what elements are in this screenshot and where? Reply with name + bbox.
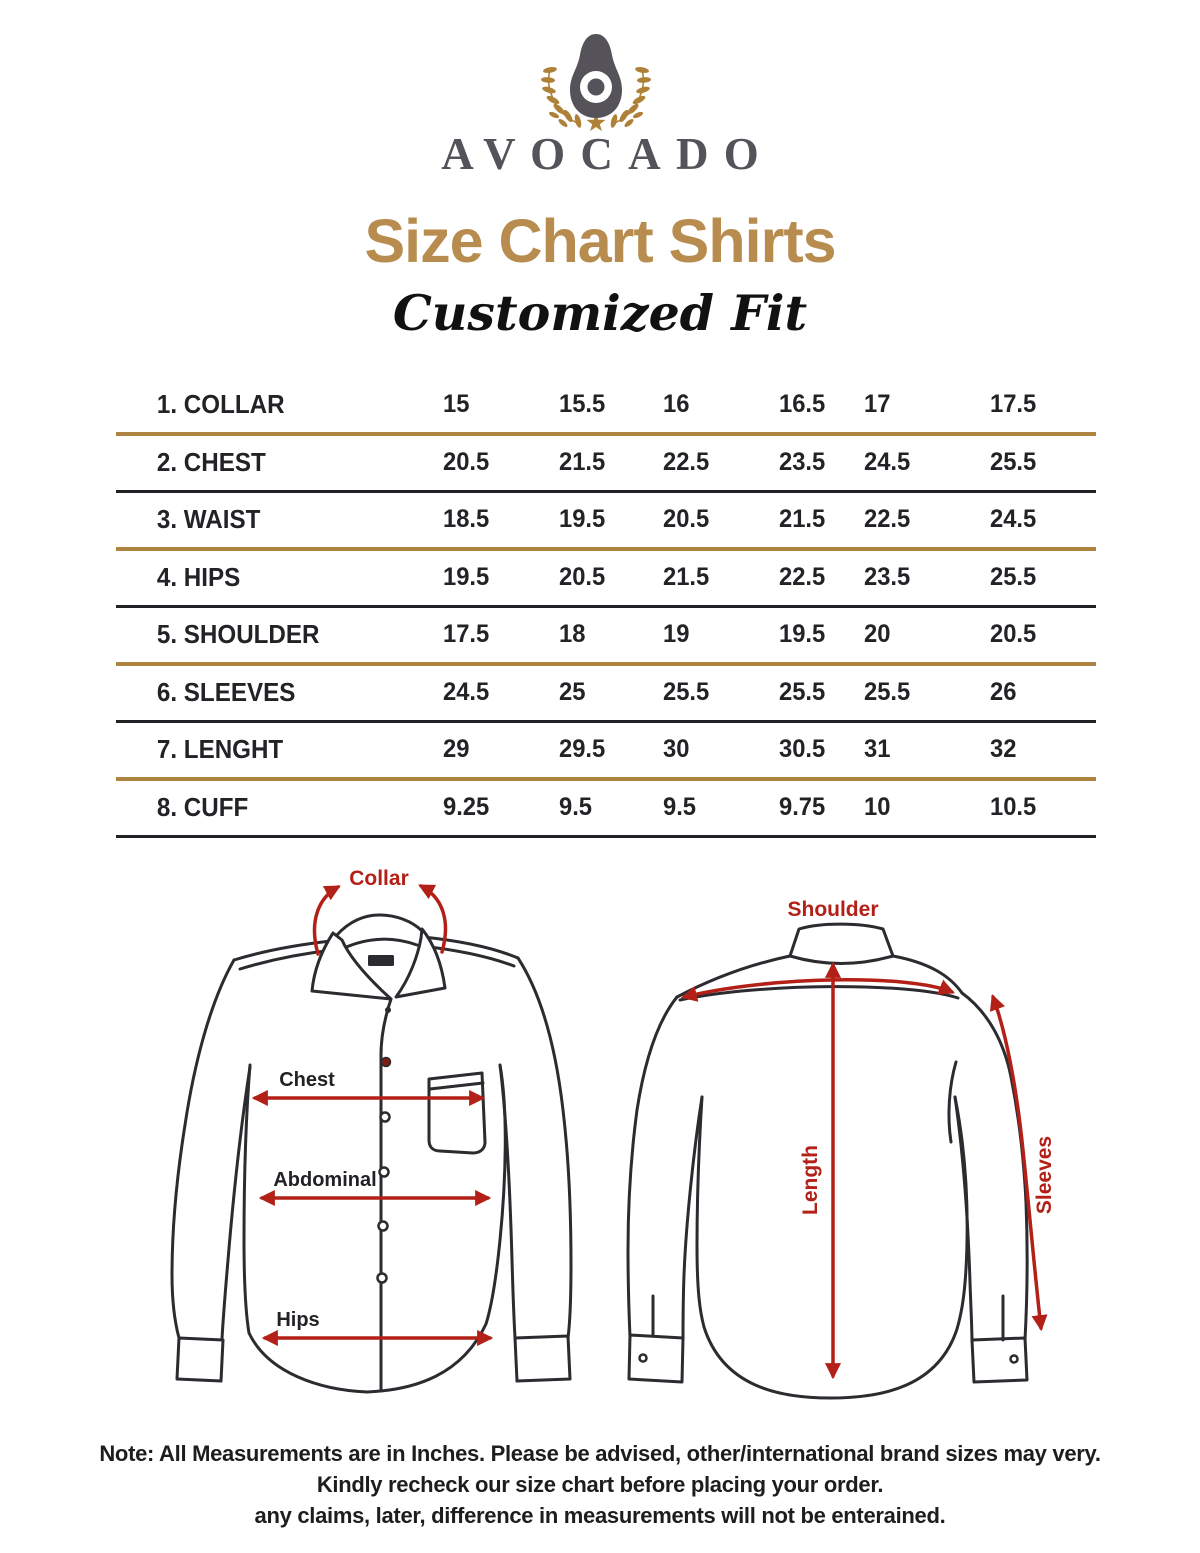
shoulder-label: Shoulder <box>787 898 879 921</box>
button <box>381 1113 390 1122</box>
table-row <box>116 608 1096 666</box>
button <box>378 1274 387 1283</box>
size-value: 24.5 <box>990 505 1037 534</box>
back-shirt-diagram <box>620 890 1070 1410</box>
row-label: 5. SHOULDER <box>156 619 320 650</box>
size-value: 18.5 <box>443 505 490 534</box>
size-value: 20.5 <box>443 448 490 477</box>
size-value: 17.5 <box>990 390 1037 419</box>
footer-note <box>0 1438 1200 1531</box>
size-value: 25.5 <box>864 678 911 707</box>
size-value: 10 <box>864 793 891 822</box>
avocado-icon <box>570 34 622 118</box>
size-value: 25.5 <box>990 448 1037 477</box>
size-value: 22.5 <box>779 563 826 592</box>
note-line-1: Note: All Measurements are in Inches. Please be advised, other/international brand sizes may very. <box>99 1441 1101 1466</box>
size-value: 26 <box>990 678 1017 707</box>
size-value: 21.5 <box>663 563 710 592</box>
size-value: 21.5 <box>559 448 606 477</box>
row-label: 6. SLEEVES <box>156 677 296 708</box>
row-label: 2. CHEST <box>156 447 266 478</box>
table-row <box>116 666 1096 724</box>
size-value: 17 <box>864 390 891 419</box>
size-value: 19.5 <box>559 505 606 534</box>
cuff-button <box>640 1355 647 1362</box>
size-value: 31 <box>864 735 891 764</box>
button <box>380 1168 389 1177</box>
hips-label: Hips <box>276 1309 320 1331</box>
table-row <box>116 551 1096 609</box>
size-value: 22.5 <box>663 448 710 477</box>
size-value: 17.5 <box>443 620 490 649</box>
abdominal-label: Abdominal <box>273 1169 377 1191</box>
size-value: 21.5 <box>779 505 826 534</box>
size-value: 20.5 <box>990 620 1037 649</box>
size-value: 16 <box>663 390 690 419</box>
size-value: 25.5 <box>663 678 710 707</box>
note-line-3: any claims, later, difference in measurements will not be enterained. <box>254 1503 946 1528</box>
collar-label-tab <box>368 955 394 966</box>
row-label: 3. WAIST <box>156 504 261 535</box>
size-value: 19.5 <box>443 563 490 592</box>
size-value: 22.5 <box>864 505 911 534</box>
size-value: 30.5 <box>779 735 826 764</box>
size-value: 32 <box>990 735 1017 764</box>
page-subtitle: Customized Fit <box>392 284 808 342</box>
table-row <box>116 723 1096 781</box>
size-value: 24.5 <box>864 448 911 477</box>
size-value: 9.75 <box>779 793 826 822</box>
back-collar <box>790 924 893 963</box>
row-label: 7. LENGHT <box>156 734 284 765</box>
table-row <box>116 781 1096 839</box>
size-value: 20 <box>864 620 891 649</box>
collar-label: Collar <box>349 867 409 890</box>
size-value: 23.5 <box>864 563 911 592</box>
chest-label: Chest <box>279 1069 335 1091</box>
size-value: 9.25 <box>443 793 490 822</box>
size-value: 20.5 <box>663 505 710 534</box>
front-shirt-diagram <box>170 860 600 1415</box>
size-value: 19.5 <box>779 620 826 649</box>
size-value: 10.5 <box>990 793 1037 822</box>
page-title: Size Chart Shirts <box>364 207 836 275</box>
size-value: 15.5 <box>559 390 606 419</box>
collar-button <box>385 1007 391 1013</box>
size-value: 25.5 <box>779 678 826 707</box>
size-value: 23.5 <box>779 448 826 477</box>
button <box>379 1222 388 1231</box>
table-row <box>116 436 1096 494</box>
size-value: 29 <box>443 735 470 764</box>
brand-wordmark: AVOCADO <box>441 129 775 179</box>
size-value: 20.5 <box>559 563 606 592</box>
sleeves-label: Sleeves <box>1033 1135 1056 1215</box>
avocado-logo-icon <box>506 24 686 144</box>
size-value: 30 <box>663 735 690 764</box>
size-value: 16.5 <box>779 390 826 419</box>
size-value: 9.5 <box>559 793 593 822</box>
size-value: 19 <box>663 620 690 649</box>
size-value: 15 <box>443 390 470 419</box>
row-label: 1. COLLAR <box>156 389 285 420</box>
size-value: 18 <box>559 620 586 649</box>
size-table <box>116 378 1096 838</box>
row-label: 8. CUFF <box>156 792 249 823</box>
button <box>382 1058 391 1067</box>
size-value: 29.5 <box>559 735 606 764</box>
size-value: 9.5 <box>663 793 697 822</box>
size-value: 24.5 <box>443 678 490 707</box>
table-row <box>116 378 1096 436</box>
cuff-button <box>1011 1356 1018 1363</box>
note-line-2: Kindly recheck our size chart before placing your order. <box>316 1472 884 1497</box>
table-row <box>116 493 1096 551</box>
row-label: 4. HIPS <box>156 562 241 593</box>
size-value: 25.5 <box>990 563 1037 592</box>
length-label: Length <box>799 1145 822 1215</box>
size-value: 25 <box>559 678 586 707</box>
